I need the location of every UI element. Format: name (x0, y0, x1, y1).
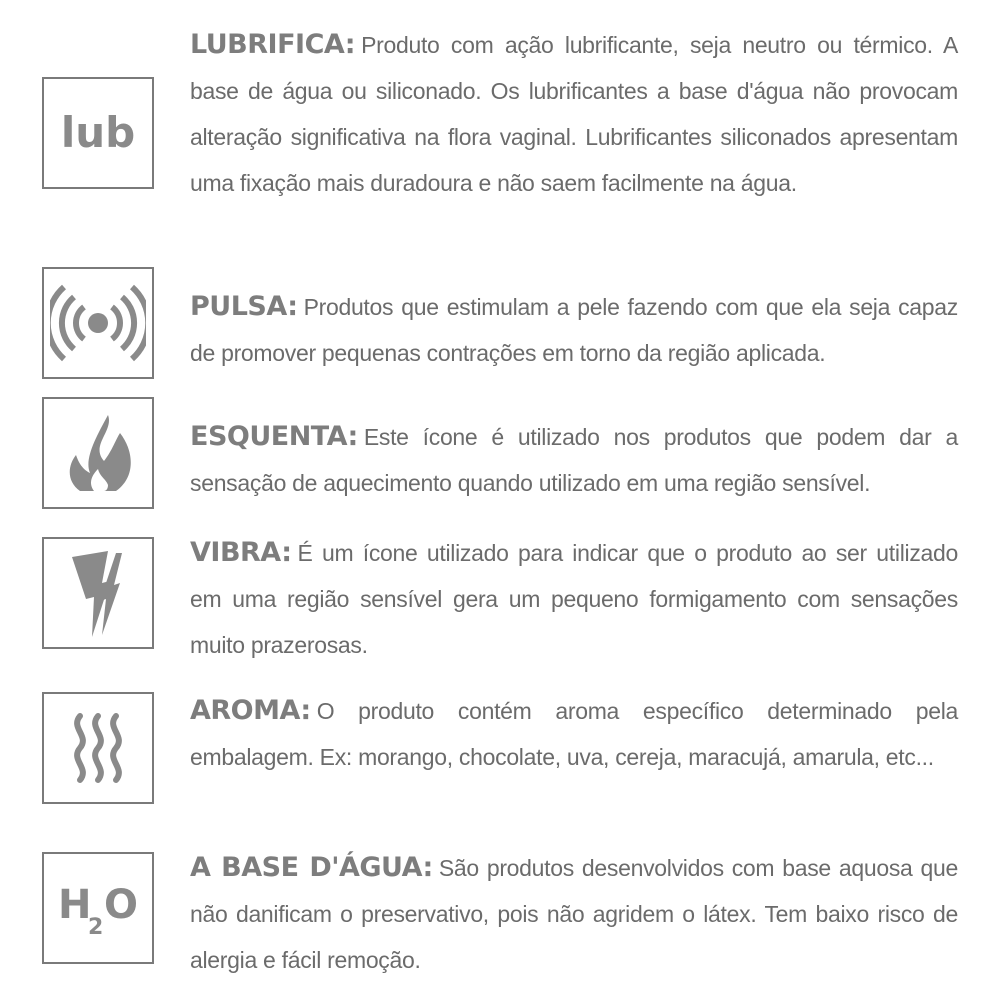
base-agua-text: São produtos desenvolvidos com base aquosa que não danificam o preservativo, pois não agridem o látex. Tem baixo risco de alergia e fácil remoção. (190, 855, 958, 973)
lubrifica-text: Produto com ação lubrificante, seja neutro ou térmico. A base de água ou siliconado. Os lubrificantes a base d'água não provocam alteração significativa na flora vaginal. Lubrificantes siliconados apresentam uma fixação mais duradoura e não saem facilmente na água. (190, 32, 958, 196)
lub-icon-text: lub (60, 108, 136, 157)
aroma-icon-box (42, 692, 154, 804)
pulse-icon-box (42, 267, 154, 379)
h2o-subscript-2: 2 (88, 915, 104, 940)
h2o-icon (48, 868, 148, 948)
esquenta-description (190, 414, 958, 506)
h2o-letter-o: O (104, 882, 139, 928)
pulsa-label: PULSA: (190, 291, 298, 322)
pulsa-description (190, 284, 958, 376)
vibra-label: VIBRA: (190, 537, 292, 568)
aroma-waves-icon (50, 700, 146, 796)
esquenta-label: ESQUENTA: (190, 421, 358, 452)
lub-icon-box (42, 77, 154, 189)
lubrifica-label: LUBRIFICA: (190, 29, 356, 60)
lubrifica-description (190, 22, 958, 206)
vibra-text: É um ícone utilizado para indicar que o produto ao ser utilizado em uma região sensível gera um pequeno formigamento com sensações muito prazerosas. (190, 540, 958, 658)
vibra-description (190, 530, 958, 668)
lightning-icon (50, 543, 146, 643)
base-agua-description (190, 845, 958, 983)
aroma-label: AROMA: (190, 695, 311, 726)
pulse-icon (50, 275, 146, 371)
lightning-icon-box (42, 537, 154, 649)
flame-icon (50, 405, 146, 501)
aroma-description (190, 688, 958, 780)
base-agua-label: A BASE D'ÁGUA: (190, 852, 433, 883)
esquenta-text: Este ícone é utilizado nos produtos que podem dar a sensação de aquecimento quando utilizado em uma região sensível. (190, 424, 958, 496)
lub-icon (48, 103, 148, 163)
pulsa-text: Produtos que estimulam a pele fazendo com que ela seja capaz de promover pequenas contrações em torno da região aplicada. (190, 294, 958, 366)
flame-icon-box (42, 397, 154, 509)
aroma-text: O produto contém aroma específico determinado pela embalagem. Ex: morango, chocolate, uva, cereja, maracujá, amarula, etc... (190, 698, 958, 770)
h2o-letter-h: H (58, 882, 92, 928)
h2o-icon-box (42, 852, 154, 964)
